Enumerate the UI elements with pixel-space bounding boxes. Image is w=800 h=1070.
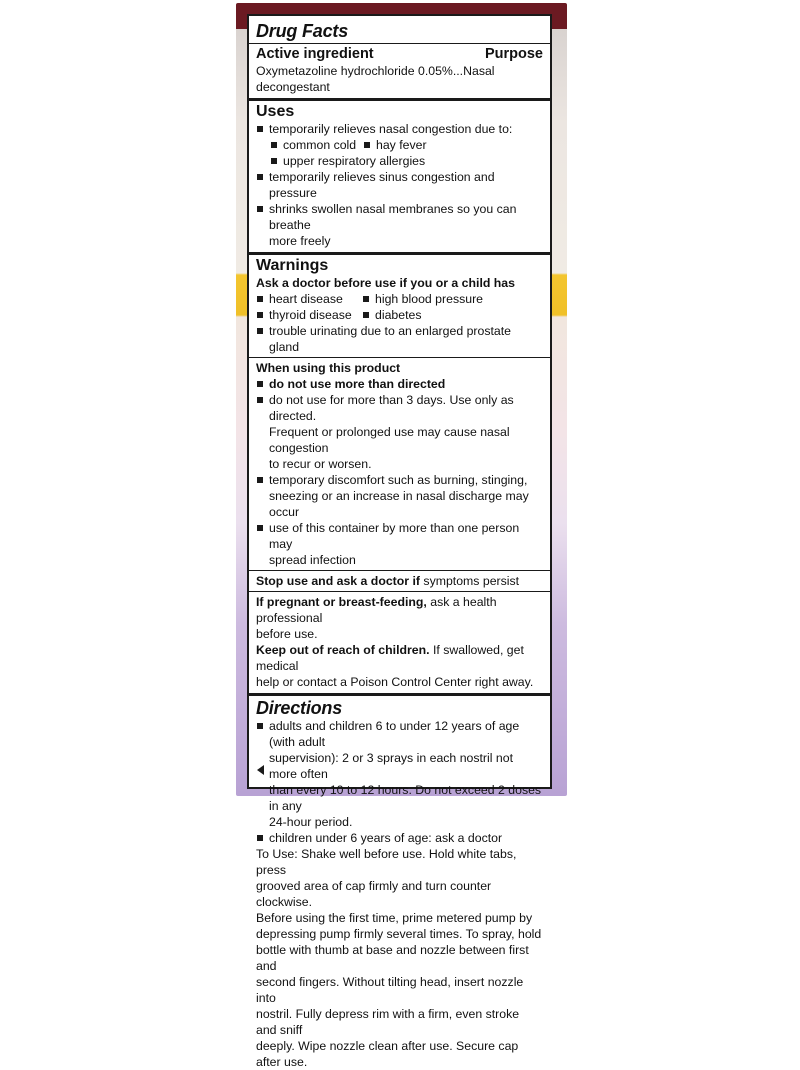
list-item-continued: 24-hour period. — [269, 815, 353, 829]
directions-heading: Directions — [256, 698, 343, 718]
bullet-icon — [363, 296, 369, 302]
uses-section — [256, 103, 543, 249]
list-item-continued: supervision): 2 or 3 sprays in each nostril not more often — [269, 751, 514, 781]
list-item-continued: more freely — [269, 234, 331, 248]
bullet-icon — [271, 142, 277, 148]
bullet-icon — [257, 835, 263, 841]
divider — [249, 591, 550, 592]
bullet-icon — [257, 397, 263, 403]
list-item-continued: spread infection — [269, 553, 356, 567]
directions-section — [256, 698, 543, 1070]
list-item-continued: than every 10 to 12 hours. Do not exceed 2 doses in any — [269, 783, 542, 813]
bullet-icon — [257, 296, 263, 302]
pregnant-line-continued: before use. — [256, 627, 318, 641]
divider — [249, 357, 550, 358]
directions-paragraph-line: deeply. Wipe nozzle clean after use. Secure cap after use. — [256, 1039, 519, 1069]
bullet-icon — [271, 158, 277, 164]
list-item-continued: to recur or worsen. — [269, 457, 372, 471]
bullet-icon — [257, 525, 263, 531]
keep-out-line: Keep out of reach of children. If swallowed, get medical — [256, 643, 524, 673]
when-using-heading: When using this product — [256, 361, 401, 375]
pregnant-line: If pregnant or breast-feeding, ask a health professional — [256, 595, 497, 625]
directions-paragraph-line: grooved area of cap firmly and turn counter clockwise. — [256, 879, 492, 909]
list-item: thyroid disease diabetes — [256, 307, 543, 323]
bullet-icon — [364, 142, 370, 148]
drug-facts-title: Drug Facts — [256, 21, 349, 41]
divider — [249, 252, 550, 255]
directions-paragraph-line: second fingers. Without tilting head, insert nozzle into — [256, 975, 524, 1005]
divider — [249, 43, 550, 44]
left-arrow-icon — [257, 765, 264, 775]
warnings-heading: Warnings — [256, 257, 329, 274]
directions-paragraph-line: depressing pump firmly several times. To spray, hold — [256, 927, 542, 941]
bullet-icon — [257, 723, 263, 729]
ask-doctor-heading: Ask a doctor before use if you or a child has — [256, 276, 515, 290]
bullet-icon — [363, 312, 369, 318]
directions-paragraph-line: nostril. Fully depress rim with a firm, even stroke and sniff — [256, 1007, 520, 1037]
bullet-icon — [257, 126, 263, 132]
bullet-icon — [257, 381, 263, 387]
list-item: temporarily relieves sinus congestion and pressure — [256, 169, 543, 201]
list-item: do not use more than directed — [256, 376, 543, 392]
warnings-section — [256, 257, 543, 690]
active-ingredient-header — [256, 46, 543, 63]
list-item: temporary discomfort such as burning, stinging, — [256, 472, 543, 488]
bullet-icon — [257, 174, 263, 180]
list-item-continued: Frequent or prolonged use may cause nasal congestion — [269, 425, 510, 455]
list-item: upper respiratory allergies — [256, 153, 543, 169]
bullet-icon — [257, 477, 263, 483]
list-item: children under 6 years of age: ask a doctor — [256, 830, 543, 846]
list-item-continued: sneezing or an increase in nasal discharge may occur — [269, 489, 529, 519]
stop-use-line: Stop use and ask a doctor if symptoms persist — [256, 574, 520, 588]
list-item: temporarily relieves nasal congestion due to: — [256, 121, 543, 137]
list-item: common cold hay fever — [256, 137, 543, 153]
ingredient-line: Oxymetazoline hydrochloride 0.05%...Nasal decongestant — [256, 64, 495, 94]
list-item: use of this container by more than one person may — [256, 520, 543, 552]
list-item: shrinks swollen nasal membranes so you can breathe — [256, 201, 543, 233]
bullet-icon — [257, 328, 263, 334]
uses-heading: Uses — [256, 103, 295, 120]
directions-paragraph-line: To Use: Shake well before use. Hold white tabs, press — [256, 847, 517, 877]
bullet-icon — [257, 206, 263, 212]
list-item: heart disease high blood pressure — [256, 291, 543, 307]
list-item: do not use for more than 3 days. Use only as directed. — [256, 392, 543, 424]
directions-paragraph-line: bottle with thumb at base and nozzle between first and — [256, 943, 529, 973]
list-item: trouble urinating due to an enlarged prostate gland — [256, 323, 543, 355]
divider — [249, 98, 550, 101]
active-ingredient-heading: Active ingredient — [256, 46, 374, 62]
directions-paragraph-line: Before using the first time, prime metered pump by — [256, 911, 533, 925]
purpose-heading: Purpose — [484, 46, 543, 62]
label-content — [256, 21, 543, 1070]
keep-out-line-continued: help or contact a Poison Control Center right away. — [256, 675, 534, 689]
divider — [249, 693, 550, 696]
list-item: adults and children 6 to under 12 years of age (with adult — [256, 718, 543, 750]
divider — [249, 570, 550, 571]
drug-facts-label — [247, 14, 552, 1069]
bullet-icon — [257, 312, 263, 318]
